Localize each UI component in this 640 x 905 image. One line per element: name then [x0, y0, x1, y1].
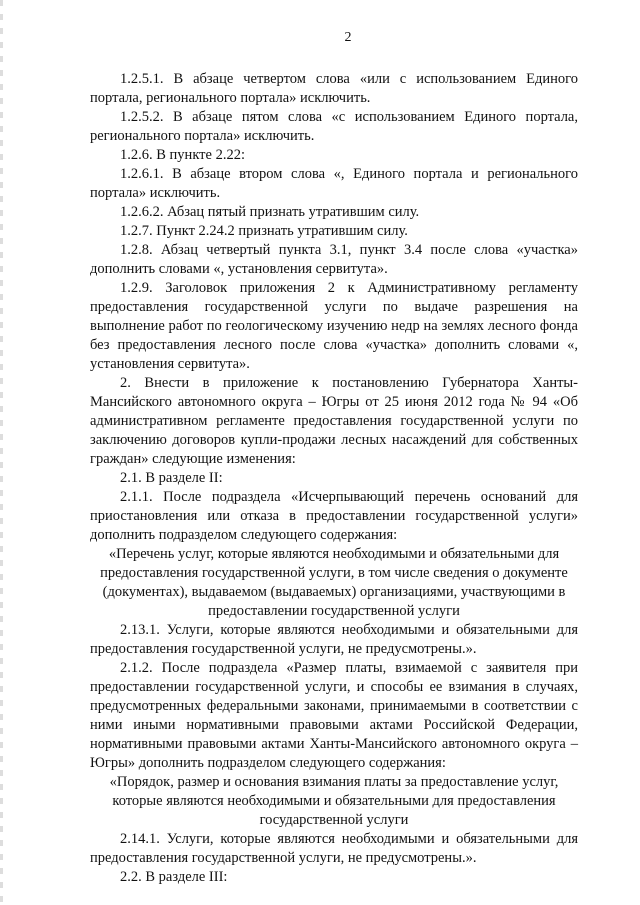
paragraph-2-1-2: 2.1.2. После подраздела «Размер платы, взимаемой с заявителя при предоставлении государственной услуги, и способы ее взимания в случаях, предусмотренных федеральными законами, принимаемыми в соответствии с ними иными нормативными правовыми актами Российской Федерации, нормативными правовыми актами Ханты-Мансийского автономного округа – Югры» дополнить подразделом следующего содержания: [90, 660, 578, 771]
paragraph-1-2-6-1: 1.2.6.1. В абзаце втором слова «, Единого портала и регионального портала» исключить. [90, 166, 578, 201]
paragraph-1-2-6-2: 1.2.6.2. Абзац пятый признать утратившим силу. [120, 204, 420, 220]
scan-edge [0, 0, 3, 905]
paragraph-1-2-8: 1.2.8. Абзац четвертый пункта 3.1, пункт 3.4 после слова «участка» дополнить словами «, установления сервитута». [90, 242, 578, 277]
paragraph-2-13-1: 2.13.1. Услуги, которые являются необходимыми и обязательными для предоставления государственной услуги, не предусмотрены.». [90, 622, 578, 657]
paragraph-2: 2. Внести в приложение к постановлению Губернатора Ханты-Мансийского автономного округа – Югры от 25 июня 2012 года № 94 «Об административном регламенте предоставления государственной услуги по заключению договоров купли-продажи лесных насаждений для собственных граждан» следующие изменения: [90, 375, 578, 467]
paragraph-1-2-7: 1.2.7. Пункт 2.24.2 признать утратившим силу. [120, 223, 408, 239]
paragraph-1-2-9: 1.2.9. Заголовок приложения 2 к Административному регламенту предоставления государственной услуги по выдаче разрешения на выполнение работ по геологическому изучению недр на землях лесного фонда без предоставления лесного после слова «участка» дополнить словами «, установления сервитута». [90, 280, 578, 372]
paragraph-2-14-1: 2.14.1. Услуги, которые являются необходимыми и обязательными для предоставления государственной услуги, не предусмотрены.». [90, 831, 578, 866]
subsection-heading-fees: «Порядок, размер и основания взимания платы за предоставление услуг, которые являются необходимыми и обязательными для предоставления государственной услуги [109, 774, 559, 828]
paragraph-1-2-5-2: 1.2.5.2. В абзаце пятом слова «с использованием Единого портала, регионального портала» исключить. [90, 109, 578, 144]
paragraph-2-1: 2.1. В разделе II: [120, 470, 223, 486]
paragraph-1-2-6: 1.2.6. В пункте 2.22: [120, 147, 245, 163]
paragraph-2-2: 2.2. В разделе III: [120, 869, 228, 885]
paragraph-1-2-5-1: 1.2.5.1. В абзаце четвертом слова «или с использованием Единого портала, регионального портала» исключить. [90, 71, 578, 106]
page-number: 2 [344, 30, 352, 45]
subsection-heading-services: «Перечень услуг, которые являются необходимыми и обязательными для предоставления государственной услуги, в том числе сведения о документе (документах), выдаваемом (выдаваемых) организациями, участвующими в предоставлении государственной услуги [100, 546, 568, 619]
paragraph-2-1-1: 2.1.1. После подраздела «Исчерпывающий перечень оснований для приостановления или отказа в предоставлении государственной услуги» дополнить подразделом следующего содержания: [90, 489, 578, 543]
